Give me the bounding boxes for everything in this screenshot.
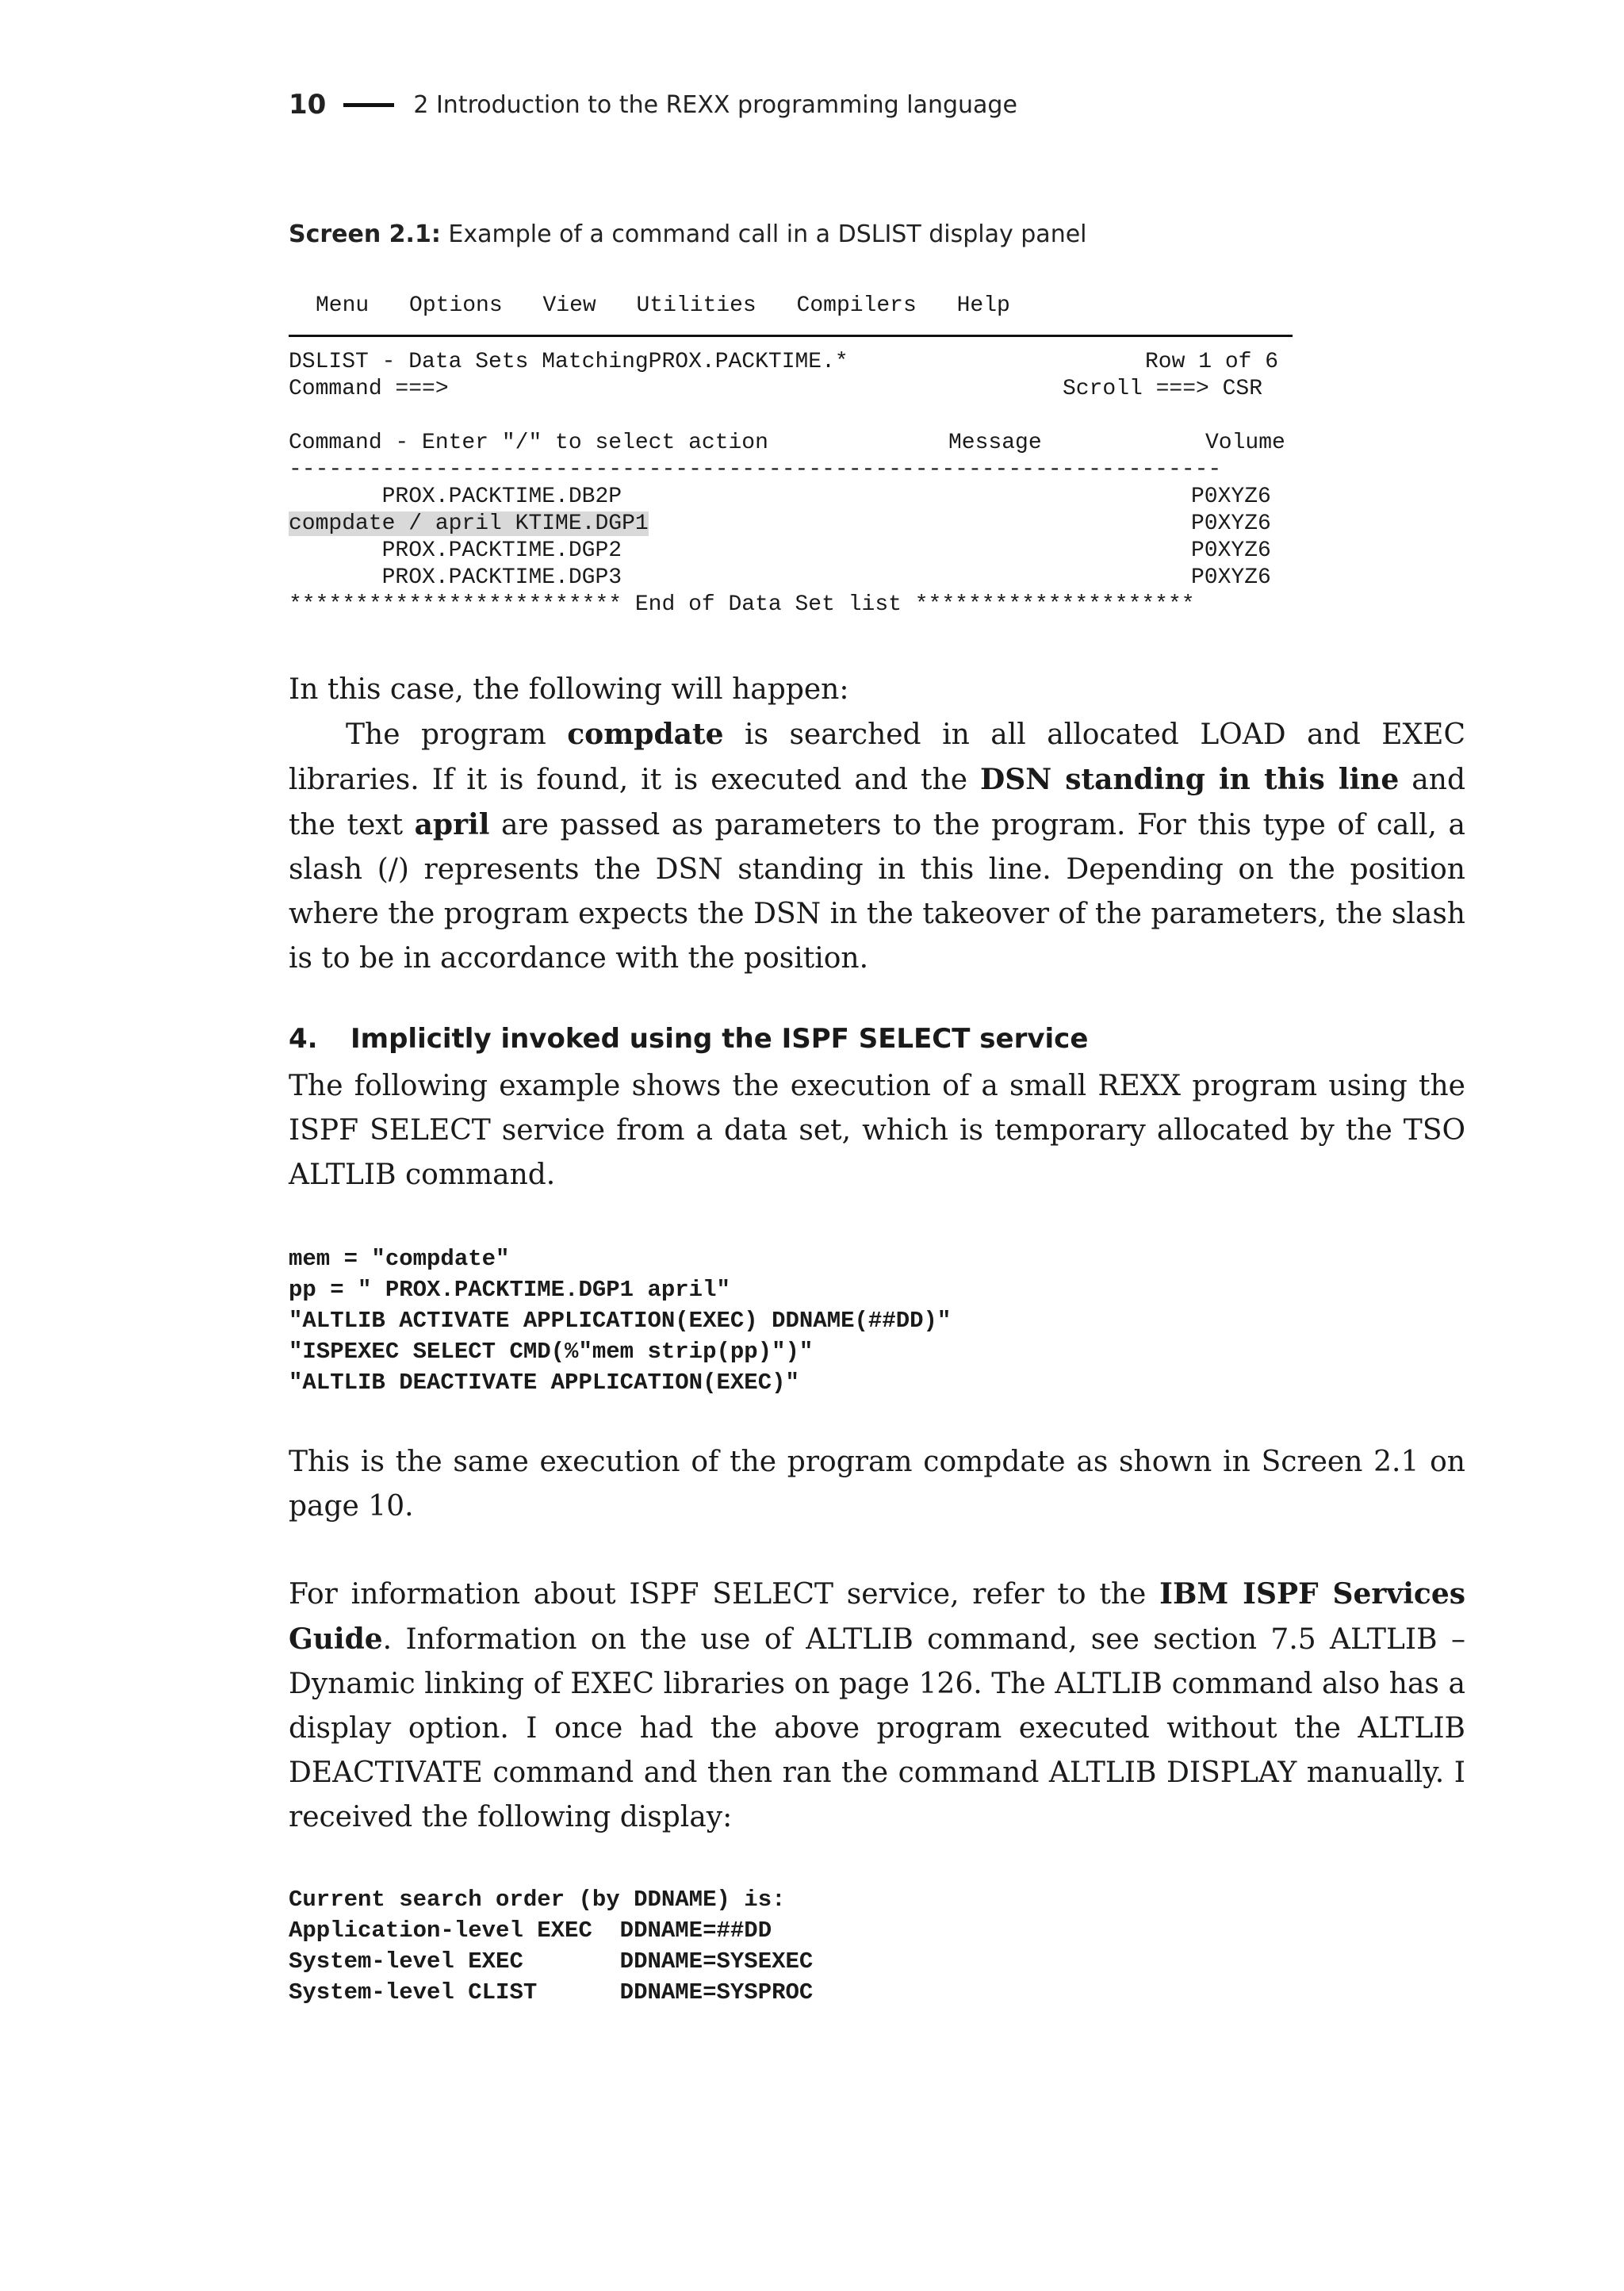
code-line: "ALTLIB DEACTIVATE APPLICATION(EXEC)" (289, 1370, 799, 1396)
paragraph-text (289, 1572, 1465, 1840)
chapter-title: 2 Introduction to the REXX programming language (413, 90, 1017, 119)
dataset-row-dsn[interactable] (289, 509, 649, 539)
dslist-title: DSLIST - Data Sets MatchingPROX.PACKTIME.* (289, 350, 848, 374)
column-header-volume: Volume (1205, 431, 1285, 455)
caption-label: Screen 2.1: (289, 220, 441, 248)
code-line: "ALTLIB ACTIVATE APPLICATION(EXEC) DDNAME(##DD)" (289, 1308, 952, 1334)
code-line: pp = " PROX.PACKTIME.DGP1 april" (289, 1277, 730, 1303)
menu-item-view[interactable]: View (542, 293, 596, 318)
dataset-row-dsn[interactable]: PROX.PACKTIME.DGP2 (289, 538, 622, 563)
screen-caption (289, 220, 1087, 248)
row-line-command-highlight[interactable]: compdate / april KTIME.DGP1 (289, 511, 649, 536)
ispf-menu-bar (316, 293, 1037, 318)
text-run: and the text (289, 764, 1465, 841)
code-line: System-level EXEC DDNAME=SYSEXEC (289, 1948, 814, 1975)
end-of-list-line: ************************* End of Data Set list ********************* (289, 592, 1195, 617)
column-header-command: Command - Enter "/" to select action (289, 431, 768, 455)
command-prompt[interactable]: Command ===> (289, 377, 449, 401)
header-rule (343, 103, 394, 107)
paragraph-intro: In this case, the following will happen: (289, 673, 849, 706)
bold-term: IBM ISPF Services Guide (289, 1577, 1465, 1656)
section-heading (289, 1023, 1088, 1055)
dataset-row-volume: P0XYZ6 (1191, 511, 1271, 536)
code-line: mem = "compdate" (289, 1246, 510, 1272)
text-run: The program (346, 718, 568, 751)
bold-term: april (414, 808, 490, 841)
dataset-row-volume: P0XYZ6 (1191, 565, 1271, 590)
paragraph-more-info (289, 1572, 1465, 1840)
column-header-message: Message (948, 431, 1042, 455)
running-head (289, 89, 1017, 121)
text-run: is searched in all allocated LOAD and EXEC libraries. If it is found, it is executed and the (289, 718, 1466, 796)
menu-item-utilities[interactable]: Utilities (636, 293, 756, 318)
menu-item-help[interactable]: Help (956, 293, 1010, 318)
paragraph-same-execution (289, 1440, 1465, 1529)
dataset-row-dsn[interactable]: PROX.PACKTIME.DB2P (289, 485, 622, 509)
menu-item-compilers[interactable]: Compilers (796, 293, 917, 318)
dataset-row-volume: P0XYZ6 (1191, 485, 1271, 509)
caption-text: Example of a command call in a DSLIST display panel (448, 220, 1087, 248)
code-line: Application-level EXEC DDNAME=##DD (289, 1917, 772, 1944)
paragraph-text: The following example shows the execution of a small REXX program using the ISPF SELECT service from a data set, which is temporary allocated by the TSO ALTLIB command. (289, 1070, 1465, 1191)
page-number: 10 (289, 89, 327, 121)
menu-item-menu[interactable]: Menu (316, 293, 370, 318)
menu-item-options[interactable]: Options (409, 293, 503, 318)
paragraph-text: This is the same execution of the program compdate as shown in Screen 2.1 on page 10. (289, 1446, 1465, 1523)
header-separator: ---------------------------------------------------------------------- (289, 458, 1222, 482)
bold-term: DSN standing in this line (980, 763, 1400, 796)
text-run: For information about ISPF SELECT service, refer to the (289, 1578, 1160, 1611)
row-indicator: Row 1 of 6 (1145, 350, 1279, 374)
code-line: System-level CLIST DDNAME=SYSPROC (289, 1979, 814, 2006)
paragraph-example (289, 1064, 1465, 1197)
text-run: are passed as parameters to the program. For this type of call, a slash (/) represents the DSN standing in this line. Depending on the position where the program expects the DSN in the takeover of the parameters, the slash is to be in accordance with the position. (289, 809, 1465, 975)
section-number: 4. (289, 1023, 318, 1055)
text-run: . Information on the use of ALTLIB command, see section 7.5 ALTLIB – Dynamic linking of EXEC libraries on page 126. The ALTLIB command also has a display option. I once had the above program executed without the ALTLIB DEACTIVATE command and then ran the command ALTLIB DISPLAY manually. I received the following display: (289, 1623, 1465, 1833)
section-title: Implicitly invoked using the ISPF SELECT service (350, 1023, 1089, 1055)
code-line: "ISPEXEC SELECT CMD(%"mem strip(pp)")" (289, 1339, 814, 1365)
dataset-row-volume: P0XYZ6 (1191, 538, 1271, 563)
scroll-indicator[interactable]: Scroll ===> CSR (1063, 377, 1263, 401)
paragraph-explanation (289, 712, 1465, 981)
menu-divider (289, 335, 1293, 337)
dataset-row-dsn[interactable]: PROX.PACKTIME.DGP3 (289, 565, 622, 590)
bold-term: compdate (567, 718, 724, 751)
body-block-1 (289, 668, 1465, 981)
code-line: Current search order (by DDNAME) is: (289, 1887, 786, 1913)
